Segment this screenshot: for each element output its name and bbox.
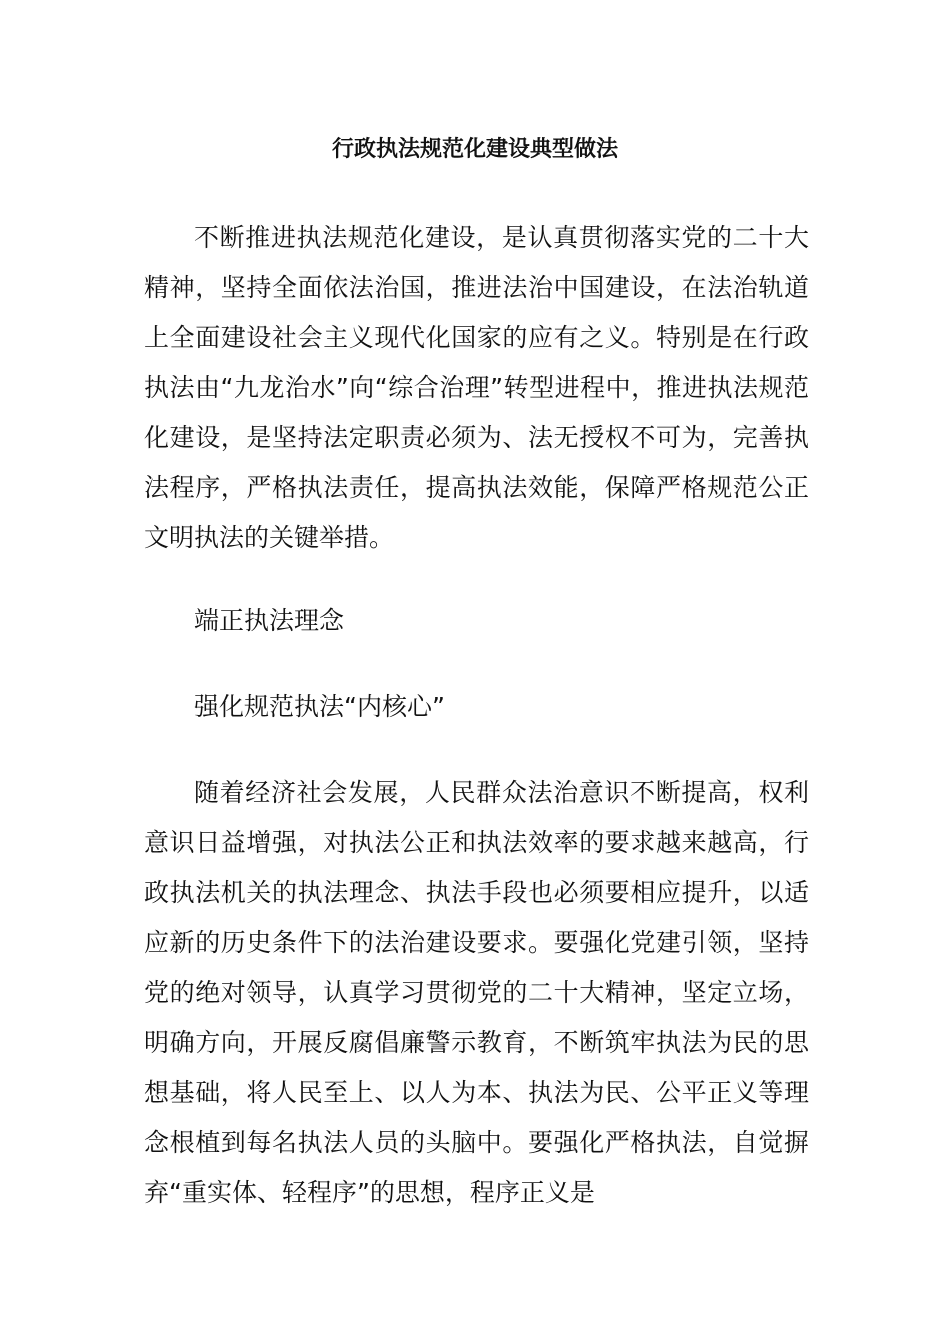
- document-title: 行政执法规范化建设典型做法: [331, 137, 618, 162]
- section-subheading-core: 强化规范执法“内核心”: [194, 692, 445, 721]
- body-paragraph-intro: 不断推进执法规范化建设，是认真贯彻落实党的二十大精神，坚持全面依法治国，推进法治中国建设，在法治轨道上全面建设社会主义现代化国家的应有之义。特别是在行政执法由“九龙治水”向“综合治理”转型进程中，推进执法规范化建设，是坚持法定职责必须为、法无授权不可为，完善执法程序，严格执法责任，提高执法效能，保障严格规范公正文明执法的关键举措。: [144, 223, 809, 552]
- section-heading-concept: 端正执法理念: [194, 606, 345, 635]
- body-paragraph-development: 随着经济社会发展，人民群众法治意识不断提高，权利意识日益增强，对执法公正和执法效率的要求越来越高，行政执法机关的执法理念、执法手段也必须要相应提升，以适应新的历史条件下的法治建设要求。要强化党建引领，坚持党的绝对领导，认真学习贯彻党的二十大精神，坚定立场，明确方向，开展反腐倡廉警示教育，不断筑牢执法为民的思想基础，将人民至上、以人为本、执法为民、公平正义等理念根植到每名执法人员的头脑中。要强化严格执法，自觉摒弃“重实体、轻程序”的思想，程序正义是: [144, 778, 809, 1207]
